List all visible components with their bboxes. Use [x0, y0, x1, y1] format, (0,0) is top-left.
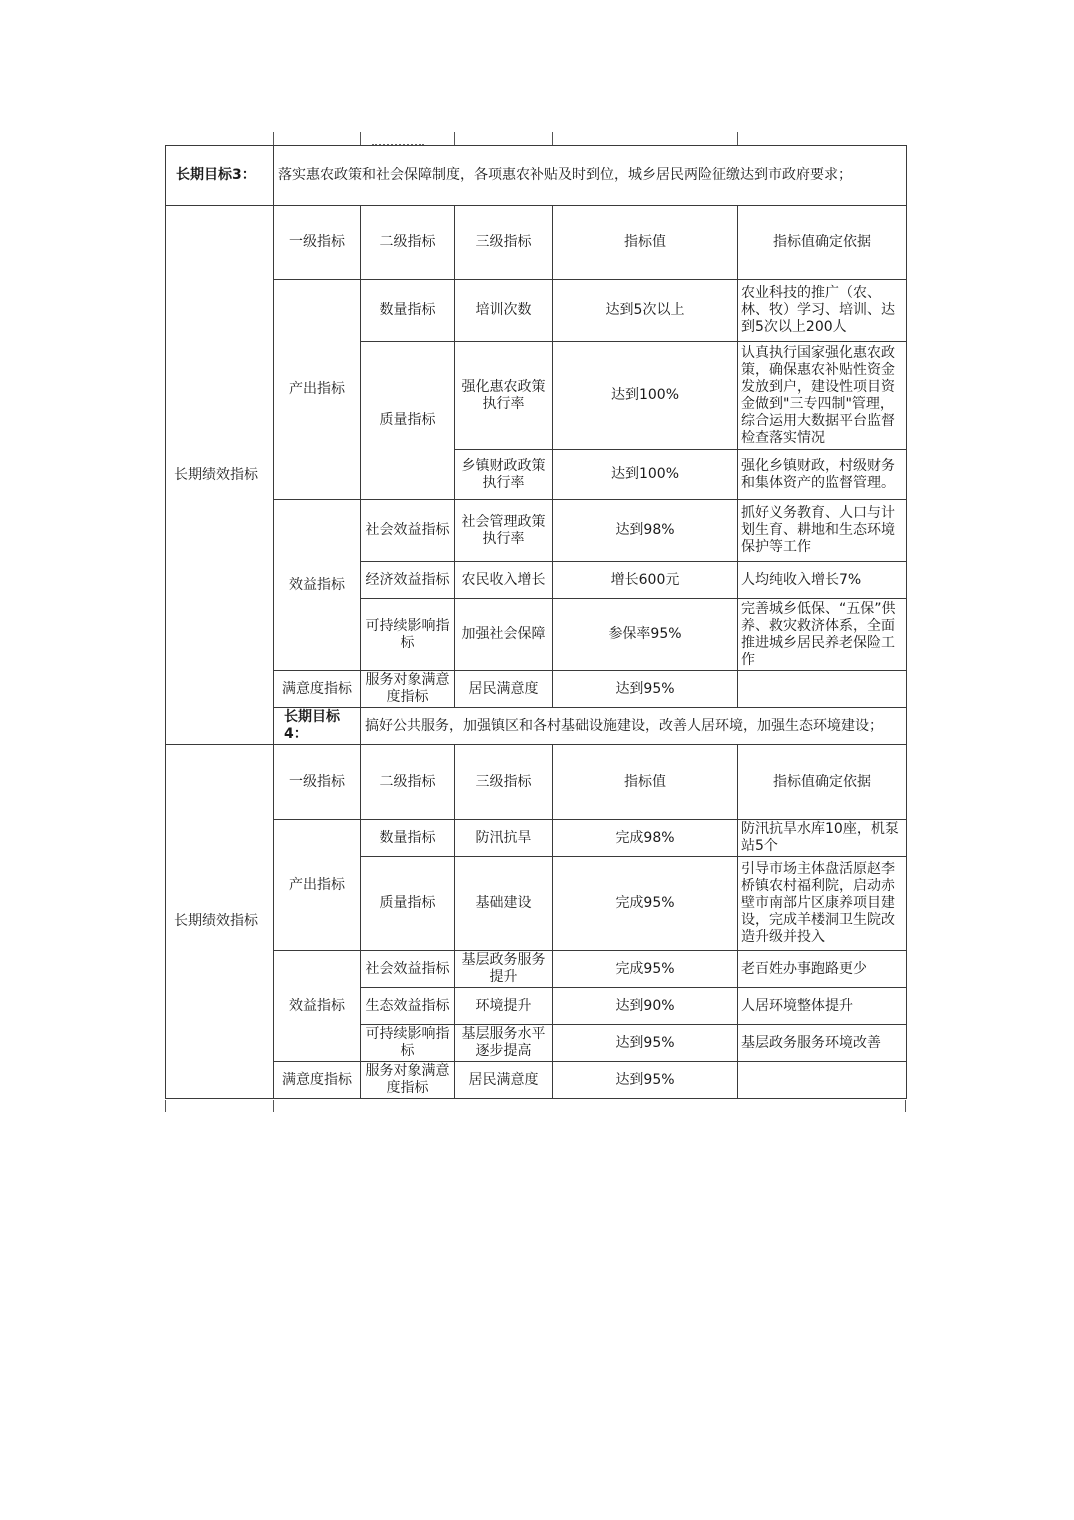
table-row — [166, 820, 907, 857]
block3-header-row — [166, 206, 907, 280]
header-value: 指标值 — [553, 745, 738, 820]
level2-cell: 可持续影响指标 — [361, 599, 455, 671]
level3-cell: 基础建设 — [455, 857, 553, 951]
value-cell: 达到98% — [553, 500, 738, 562]
header-level3: 三级指标 — [455, 206, 553, 280]
value-cell: 达到95% — [553, 1025, 738, 1062]
basis-cell: 认真执行国家强化惠农政策，确保惠农补贴性资金发放到户，建设性项目资金做到"三专四制"管理，综合运用大数据平台监督检查落实情况 — [738, 342, 907, 450]
value-cell: 达到95% — [553, 1062, 738, 1099]
goal4-row — [166, 708, 907, 745]
table-row — [166, 280, 907, 342]
table-row — [166, 500, 907, 562]
block3-side-label: 长期绩效指标 — [166, 206, 274, 745]
level3-cell: 强化惠农政策执行率 — [455, 342, 553, 450]
basis-cell: 基层政务服务环境改善 — [738, 1025, 907, 1062]
value-cell: 完成98% — [553, 820, 738, 857]
block4-header-row — [166, 745, 907, 820]
basis-cell: 强化乡镇财政，村级财务和集体资产的监督管理。 — [738, 450, 907, 500]
basis-cell: 农业科技的推广（农、林、牧）学习、培训、达到5次以上200人 — [738, 280, 907, 342]
continuation-rule — [273, 1100, 274, 1112]
level3-cell: 培训次数 — [455, 280, 553, 342]
value-cell: 达到5次以上 — [553, 280, 738, 342]
basis-cell: 人居环境整体提升 — [738, 988, 907, 1025]
value-cell: 达到95% — [553, 671, 738, 708]
level2-cell: 生态效益指标 — [361, 988, 455, 1025]
value-cell: 达到90% — [553, 988, 738, 1025]
value-cell: 达到100% — [553, 342, 738, 450]
level2-cell: 经济效益指标 — [361, 562, 455, 599]
level2-cell: 数量指标 — [361, 280, 455, 342]
goal4-text: 搞好公共服务，加强镇区和各村基础设施建设，改善人居环境，加强生态环境建设； — [361, 708, 907, 745]
level2-cell: 质量指标 — [361, 342, 455, 500]
level3-cell: 社会管理政策执行率 — [455, 500, 553, 562]
value-cell: 达到100% — [553, 450, 738, 500]
block3-output-label: 产出指标 — [274, 280, 361, 500]
value-cell: 参保率95% — [553, 599, 738, 671]
block4-satisfaction-label: 满意度指标 — [274, 1062, 361, 1099]
basis-cell: 完善城乡低保、“五保”供养、救灾救济体系，全面推进城乡居民养老保险工作 — [738, 599, 907, 671]
basis-cell: 引导市场主体盘活原赵李桥镇农村福利院，启动赤壁市南部片区康养项目建设，完成羊楼洞卫生院改造升级并投入 — [738, 857, 907, 951]
header-level2: 二级指标 — [361, 745, 455, 820]
basis-cell: 老百姓办事跑路更少 — [738, 951, 907, 988]
level2-cell: 数量指标 — [361, 820, 455, 857]
block4-output-label: 产出指标 — [274, 820, 361, 951]
header-value: 指标值 — [553, 206, 738, 280]
level3-cell: 基层政务服务提升 — [455, 951, 553, 988]
goal3-row — [166, 146, 907, 206]
level3-cell: 基层服务水平逐步提高 — [455, 1025, 553, 1062]
level2-cell: 社会效益指标 — [361, 500, 455, 562]
level3-cell: 加强社会保障 — [455, 599, 553, 671]
level2-cell: 社会效益指标 — [361, 951, 455, 988]
cut-off-rule — [454, 132, 455, 146]
basis-cell: 抓好义务教育、人口与计划生育、耕地和生态环境保护等工作 — [738, 500, 907, 562]
header-level3: 三级指标 — [455, 745, 553, 820]
continuation-rule — [905, 1100, 906, 1112]
value-cell: 完成95% — [553, 951, 738, 988]
table-row — [166, 671, 907, 708]
table-row — [166, 1062, 907, 1099]
level3-cell: 乡镇财政政策执行率 — [455, 450, 553, 500]
basis-cell: 人均纯收入增长7% — [738, 562, 907, 599]
value-cell: 增长600元 — [553, 562, 738, 599]
header-basis: 指标值确定依据 — [738, 206, 907, 280]
header-level1: 一级指标 — [274, 206, 361, 280]
block4-side-label: 长期绩效指标 — [166, 745, 274, 1099]
goal3-label: 长期目标3： — [166, 146, 274, 206]
header-basis: 指标值确定依据 — [738, 745, 907, 820]
table-row — [166, 951, 907, 988]
cut-off-rule — [273, 132, 274, 146]
cut-off-rule — [737, 132, 738, 146]
header-level2: 二级指标 — [361, 206, 455, 280]
basis-cell: 防汛抗旱水库10座，机泵站5个 — [738, 820, 907, 857]
block4-benefit-label: 效益指标 — [274, 951, 361, 1062]
block3-satisfaction-label: 满意度指标 — [274, 671, 361, 708]
level2-cell: 服务对象满意度指标 — [361, 671, 455, 708]
level3-cell: 环境提升 — [455, 988, 553, 1025]
value-cell: 完成95% — [553, 857, 738, 951]
level2-cell: 服务对象满意度指标 — [361, 1062, 455, 1099]
level2-cell: 可持续影响指标 — [361, 1025, 455, 1062]
header-level1: 一级指标 — [274, 745, 361, 820]
performance-indicator-table — [165, 145, 907, 1099]
continuation-rule — [165, 1100, 166, 1112]
goal4-label: 长期目标4： — [274, 708, 361, 745]
level3-cell: 农民收入增长 — [455, 562, 553, 599]
goal3-text: 落实惠农政策和社会保障制度，各项惠农补贴及时到位，城乡居民两险征缴达到市政府要求； — [274, 146, 907, 206]
cut-off-rule — [552, 132, 553, 146]
level3-cell: 居民满意度 — [455, 1062, 553, 1099]
level3-cell: 防汛抗旱 — [455, 820, 553, 857]
level3-cell: 居民满意度 — [455, 671, 553, 708]
level2-cell: 质量指标 — [361, 857, 455, 951]
block3-benefit-label: 效益指标 — [274, 500, 361, 671]
basis-cell — [738, 671, 907, 708]
basis-cell — [738, 1062, 907, 1099]
cut-off-rule — [360, 132, 361, 146]
